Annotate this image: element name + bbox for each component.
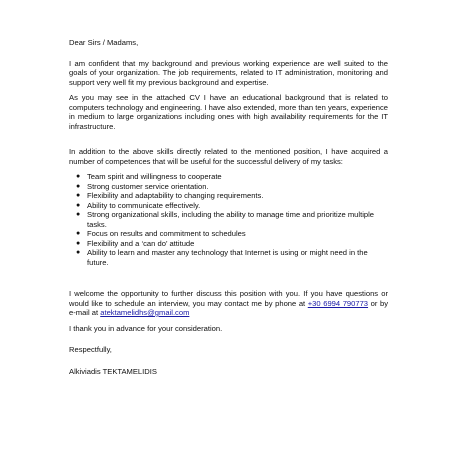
skill-item xyxy=(69,182,388,192)
skill-item xyxy=(69,229,388,239)
bullet-icon: ● xyxy=(76,192,81,199)
signature-name: Alkiviadis TEKTAMELIDIS xyxy=(69,366,157,376)
contact-text-between: or by e-mail at xyxy=(69,298,388,317)
skill-item xyxy=(69,172,388,182)
skill-item xyxy=(69,210,388,229)
bullet-icon: ● xyxy=(76,211,81,218)
contact-text: I welcome the opportunity to further discuss this position with you. If you have questions or would like to schedule an interview, you may contact me by phone at xyxy=(69,289,388,308)
skill-item xyxy=(69,239,388,249)
paragraph-competences: In addition to the above skills directly related to the mentioned position, I have acquired a number of competences that will be useful for the successful delivery of my tasks: xyxy=(69,147,388,166)
skill-item xyxy=(69,201,388,211)
bullet-icon: ● xyxy=(76,239,81,247)
closing: Respectfully, xyxy=(69,345,112,354)
bullet-icon: ● xyxy=(76,230,81,237)
greeting: Dear Sirs / Madams, xyxy=(69,38,139,47)
skill-item xyxy=(69,191,388,201)
paragraph-contact xyxy=(69,289,388,318)
skill-text: Strong customer service orientation. xyxy=(87,181,209,191)
skills-list xyxy=(69,172,388,267)
email-link[interactable]: atektamelidhs@gmail.com xyxy=(100,308,190,317)
skill-item xyxy=(69,248,388,267)
paragraph-background: I am confident that my background and previous working experience are well suited to the goals of your organization. The job requirements, related to IT administration, monitoring and support very well fit my previous background and expertise. xyxy=(69,58,388,87)
bullet-icon: ● xyxy=(76,249,81,256)
bullet-icon: ● xyxy=(76,182,81,190)
skill-text: Team spirit and willingness to cooperate xyxy=(87,172,222,181)
skill-text: Ability to learn and master any technology that Internet is using or might need in the future. xyxy=(87,248,368,267)
spacer xyxy=(69,137,388,147)
skill-text: Focus on results and commitment to schedules xyxy=(87,229,246,238)
skill-text: Flexibility and adaptability to changing requirements. xyxy=(87,191,264,200)
bullet-icon: ● xyxy=(76,201,81,209)
paragraph-thanks: I thank you in advance for your consideration. xyxy=(69,323,223,333)
skill-text: Ability to communicate effectively. xyxy=(87,200,201,210)
skill-text: Flexibility and a ‘can do’ attitude xyxy=(87,238,195,248)
bullet-icon: ● xyxy=(76,173,81,180)
cover-letter xyxy=(69,38,388,382)
paragraph-education: As you may see in the attached CV I have an educational background that is related to computers technology and engineering. I have also extended, more than ten years, experience in medium to large organizations including ones with high availability requirements for the IT infrastructure. xyxy=(69,93,388,131)
phone-link[interactable]: +30 6994 790773 xyxy=(307,298,369,308)
skill-text: Strong organizational skills, including the ability to manage time and prioritize multiple tasks. xyxy=(87,210,375,229)
